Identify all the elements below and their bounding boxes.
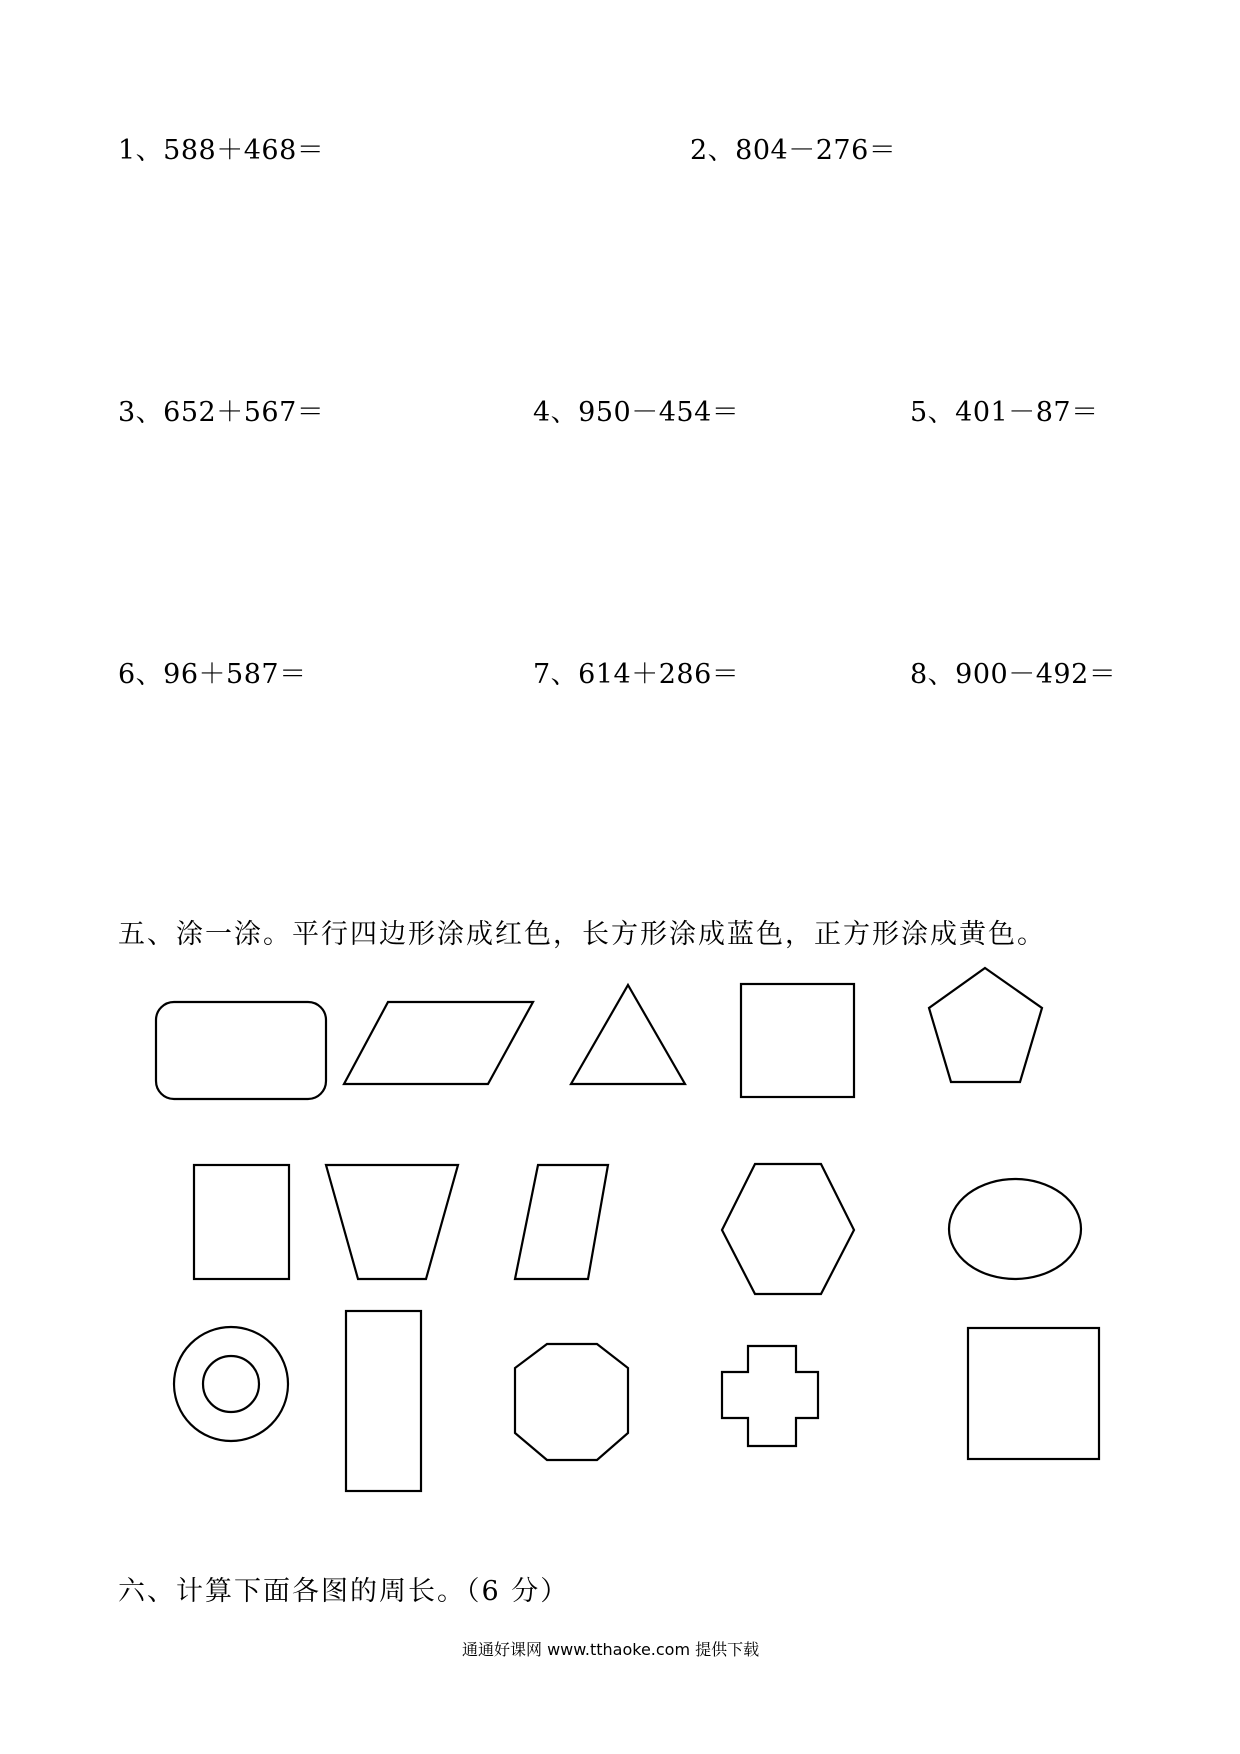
shape-trapezoid: [326, 1165, 458, 1279]
shape-parallelogram: [344, 1002, 533, 1084]
shape-ring-inner: [203, 1356, 259, 1412]
problem-5: 5、401－87＝: [910, 397, 1099, 428]
problem-1: 1、588＋468＝: [118, 135, 325, 166]
section-6-title: 六、计算下面各图的周长。（6 分）: [118, 1576, 570, 1607]
problem-4: 4、950－454＝: [533, 397, 740, 428]
shape-ellipse: [949, 1179, 1081, 1279]
shape-square: [968, 1328, 1099, 1459]
problem-7: 7、614＋286＝: [533, 659, 740, 690]
shape-rounded-rectangle: [156, 1002, 326, 1099]
footer-text: 通通好课网 www.tthaoke.com 提供下载: [462, 1640, 760, 1659]
problem-8: 8、900－492＝: [910, 659, 1117, 690]
shape-rectangle: [194, 1165, 289, 1279]
problem-2: 2、804－276＝: [690, 135, 897, 166]
section-5-title: 五、涂一涂。平行四边形涂成红色，长方形涂成蓝色，正方形涂成黄色。: [118, 919, 1046, 950]
problem-6: 6、96＋587＝: [118, 659, 307, 690]
shape-ring-outer: [174, 1327, 288, 1441]
shape-pentagon: [929, 968, 1042, 1082]
problem-3: 3、652＋567＝: [118, 397, 325, 428]
shape-square: [741, 984, 854, 1097]
shape-cross: [722, 1346, 818, 1446]
shape-triangle: [571, 985, 685, 1084]
shape-parallelogram: [515, 1165, 608, 1279]
shape-rectangle: [346, 1311, 421, 1491]
shape-octagon: [515, 1344, 628, 1460]
shape-hexagon: [722, 1164, 854, 1294]
